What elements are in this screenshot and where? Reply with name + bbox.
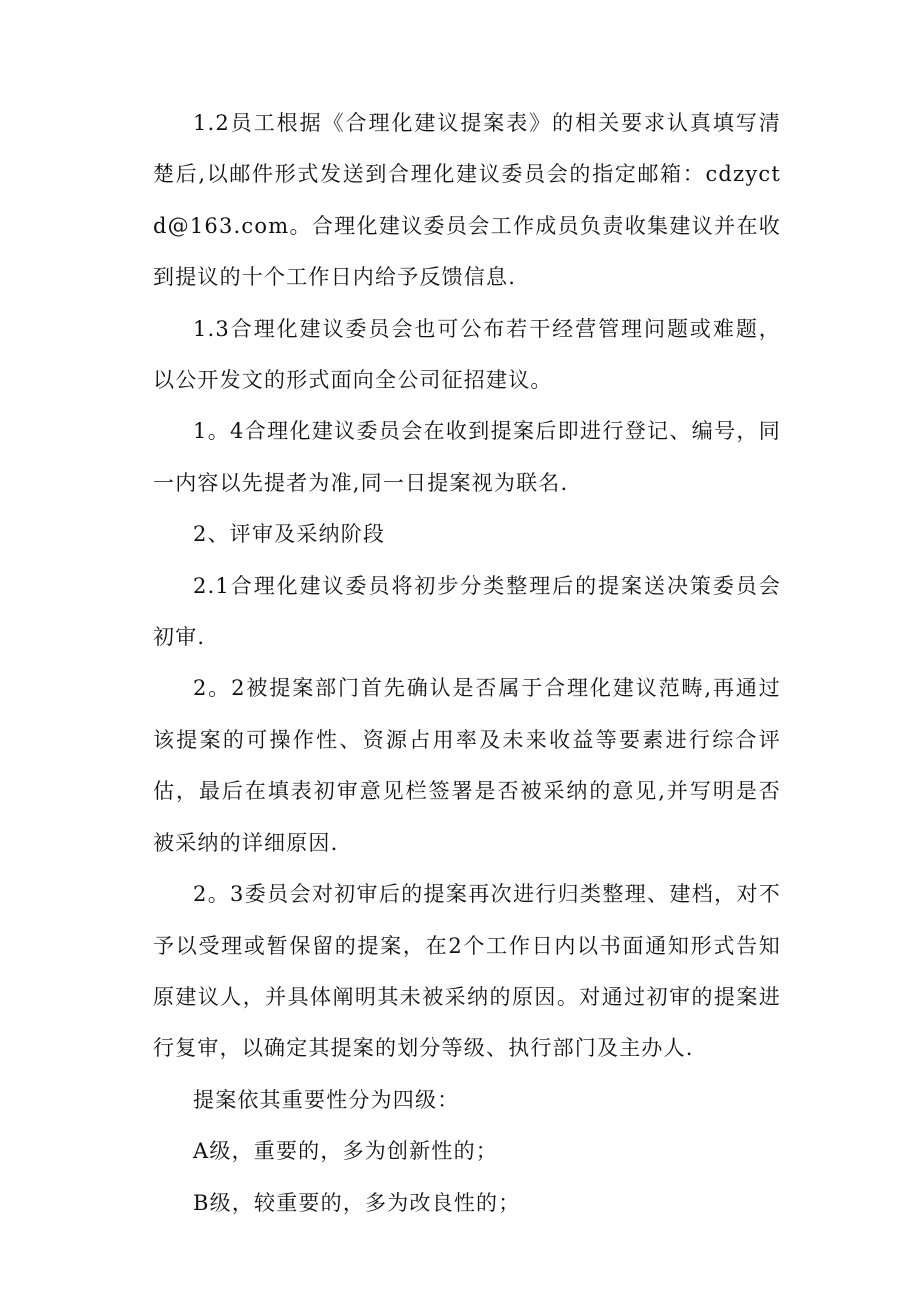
paragraph-grade-b: B级，较重要的，多为改良性的； [193,1190,521,1215]
paragraph-2-3-committee-filing: 2。3委员会对初审后的提案再次进行归类整理、建档，对不予以受理或暂保留的提案，在2个工作日内以书面通知形式告知原建议人，并具体阐明其未被采纳的原因。对通过初审的提案进行复审，以确定其提案的划分等级、执行部门及主办人. [153,882,781,1061]
paragraph-2-1-initial-review: 2.1合理化建议委员将初步分类整理后的提案送决策委员会初审. [153,573,781,650]
paragraph-1-2-submission: 1.2员工根据《合理化建议提案表》的相关要求认真填写清楚后,以邮件形式发送到合理化建议委员会的指定邮箱：cdzyctd@163.com。合理化建议委员会工作成员负责收集建议并在收到提议的十个工作日内给予反馈信息. [153,111,781,290]
section-heading-review-stage: 2、评审及采纳阶段 [193,522,386,547]
document-body [153,98,781,1229]
paragraph-2-2-department-assessment: 2。2被提案部门首先确认是否属于合理化建议范畴,再通过该提案的可操作性、资源占用率及未来收益等要素进行综合评估，最后在填表初审意见栏签署是否被采纳的意见,并写明是否被采纳的详细原因. [153,676,781,855]
paragraph-1-4-registration: 1。4合理化建议委员会在收到提案后即进行登记、编号，同一内容以先提者为准,同一日提案视为联名. [153,419,781,495]
paragraph-grade-a: A级，重要的，多为创新性的； [193,1139,498,1164]
paragraph-grading-intro: 提案依其重要性分为四级： [193,1087,460,1112]
paragraph-1-3-public-call: 1.3合理化建议委员会也可公布若干经营管理问题或难题，以公开发文的形式面向全公司征招建议。 [153,316,781,393]
